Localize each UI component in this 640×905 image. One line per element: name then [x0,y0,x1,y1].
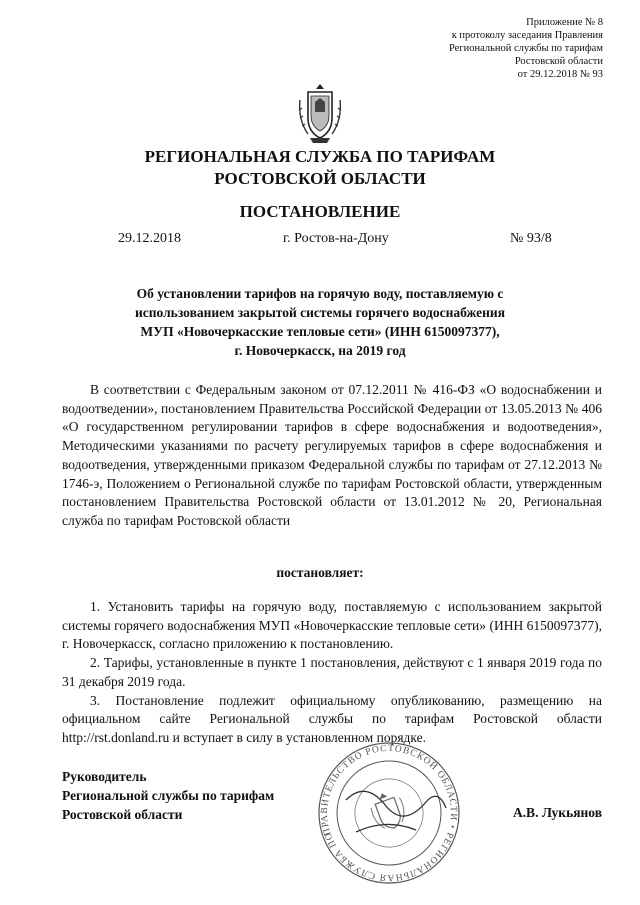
signer-title-line: Ростовской области [62,807,183,822]
organization-name [0,146,640,190]
resolves-heading: постановляет: [276,565,364,580]
signer-title [62,767,274,824]
resolution-item: 1. Установить тарифы на горячую воду, поставляемую с использованием закрытой системы горячего водоснабжения МУП «Новочеркасские тепловые сети» (ИНН 6150097377), г. Новочеркасск, согласно приложению к постановлению. [62,599,602,652]
appendix-line: Ростовской области [514,56,603,67]
signer-name: А.В. Лукьянов [512,805,602,820]
document-subject [90,284,550,360]
svg-text:ПРАВИТЕЛЬСТВО РОСТОВСКОЙ ОБЛАС [316,740,462,886]
org-line: РОСТОВСКОЙ ОБЛАСТИ [214,169,426,188]
preamble-paragraph: В соответствии с Федеральным законом от 07.12.2011 № 416-ФЗ «О водоснабжении и водоотведении», постановлением Правительства Российской Федерации от 13.05.2013 № 406 «О государственном регулировании тарифов в сфере водоснабжения и водоотведения», Методическими указаниями по расчету регулируемых тарифов в сфере водоснабжения и водоотведения, утвержденными приказом Федеральной службы по тарифам от 27.12.2013 № 1746-э, Положением о Региональной службе по тарифам Ростовской области, утвержденным постановлением Правительства Ростовской области от 13.01.2012 № 20, Региональная служба по тарифам Ростовской области [62,382,602,528]
appendix-line: Региональной службы по тарифам [448,43,603,54]
official-seal-icon [316,740,462,886]
document-date: 29.12.2018 [118,231,181,246]
appendix-note [449,16,603,81]
appendix-line: к протоколу заседания Правления [451,30,603,41]
signer-title-line: Руководитель [62,769,147,784]
subject-line: Об установлении тарифов на горячую воду, поставляемую с [136,286,504,301]
document-city: г. Ростов-на-Дону [283,231,389,246]
document-type: ПОСТАНОВЛЕНИЕ [239,202,401,221]
appendix-line: от 29.12.2018 № 93 [517,69,603,80]
seal-text: ПРАВИТЕЛЬСТВО РОСТОВСКОЙ ОБЛАСТИ • РЕГИОНАЛЬНАЯ СЛУЖБА ПО [319,743,459,883]
appendix-line: Приложение № 8 [526,17,603,28]
resolution-items [62,598,602,748]
org-line: РЕГИОНАЛЬНАЯ СЛУЖБА ПО ТАРИФАМ [144,147,496,166]
document-number: № 93/8 [510,231,552,246]
rostov-coat-of-arms-icon [296,82,344,146]
signer-title-line: Региональной службы по тарифам [62,788,275,803]
resolution-item: 3. Постановление подлежит официальному опубликованию, размещению на официальном сайте Региональной службы по тарифам Ростовской области http://rst.donland.ru и вступает в силу в установленном порядке. [62,692,602,745]
subject-line: использованием закрытой системы горячего водоснабжения [134,305,506,320]
resolution-item: 2. Тарифы, установленные в пункте 1 постановления, действуют с 1 января 2019 года по 31 декабря 2019 года. [62,655,602,689]
subject-line: г. Новочеркасск, на 2019 год [234,343,406,358]
subject-line: МУП «Новочеркасские тепловые сети» (ИНН 6150097377), [140,324,500,339]
